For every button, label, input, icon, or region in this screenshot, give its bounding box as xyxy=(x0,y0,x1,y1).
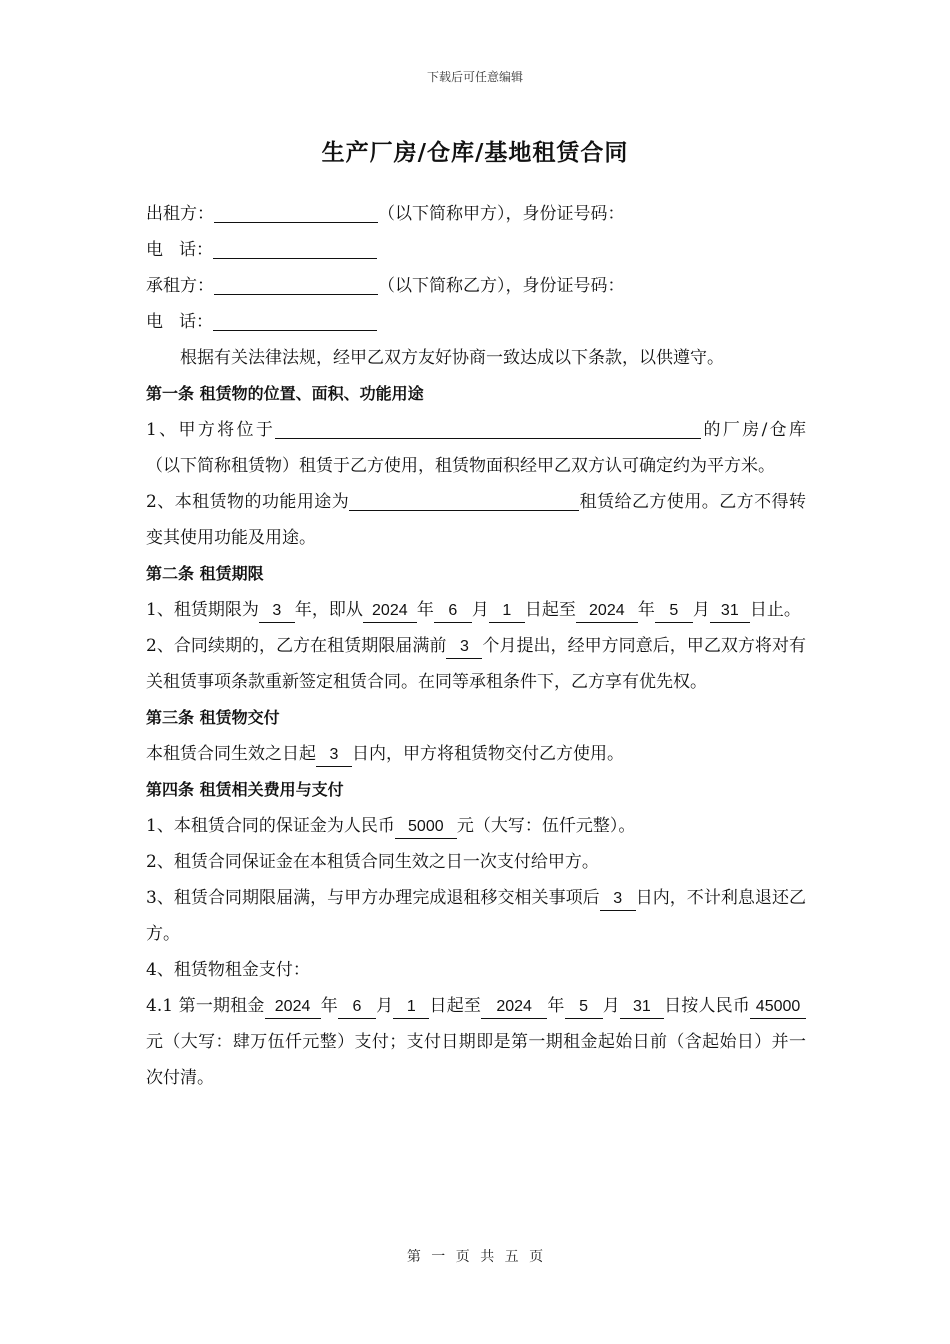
rent-start-year-field[interactable]: 2024 xyxy=(265,996,321,1019)
clause-text: 日内，甲方将租赁物交付乙方使用。 xyxy=(352,744,624,764)
lessee-phone-blank[interactable] xyxy=(213,308,377,331)
header-note: 下载后可任意编辑 xyxy=(426,70,523,84)
lessee-phone-line xyxy=(146,304,806,340)
clause-text: 1、本租赁合同的保证金为人民币 xyxy=(146,816,395,836)
usage-blank[interactable] xyxy=(349,488,579,511)
article-4-clause-4-1 xyxy=(146,988,806,1096)
clause-text: 3、租赁合同期限届满，与甲方办理完成退租移交相关事项后 xyxy=(146,888,600,908)
clause-text: 年 xyxy=(320,996,338,1016)
phone-label-char-2: 话： xyxy=(179,240,213,260)
clause-text: 月 xyxy=(602,996,620,1016)
rent-start-day-field[interactable]: 1 xyxy=(393,996,429,1019)
lessor-phone-blank[interactable] xyxy=(213,236,377,259)
rent-amount-field[interactable]: 45000 xyxy=(750,996,806,1019)
rent-end-month-field[interactable]: 5 xyxy=(565,996,603,1019)
rent-end-year-field[interactable]: 2024 xyxy=(481,996,547,1019)
article-3-clause xyxy=(146,736,806,772)
renewal-months-field[interactable]: 3 xyxy=(446,636,482,659)
document-title: 生产厂房/仓库/基地租赁合同 xyxy=(321,140,629,166)
clause-text: 年 xyxy=(637,600,655,620)
clause-text: 1、租赁期限为 xyxy=(146,600,259,620)
article-4-clause-3 xyxy=(146,880,806,952)
clause-text: 4.1 第一期租金 xyxy=(146,996,265,1016)
lessor-suffix: （以下简称甲方），身份证号码： xyxy=(378,204,625,224)
clause-text: 的厂房/仓库 xyxy=(701,420,806,440)
end-month-field[interactable]: 5 xyxy=(655,600,693,623)
lessee-label: 承租方： xyxy=(146,276,214,296)
article-4-clause-2: 2、租赁合同保证金在本租赁合同生效之日一次支付给甲方。 xyxy=(146,852,599,872)
clause-text: 日按人民币 xyxy=(663,996,751,1016)
start-day-field[interactable]: 1 xyxy=(489,600,525,623)
clause-text: 年 xyxy=(547,996,565,1016)
article-2-clause-1 xyxy=(146,592,806,628)
clause-text: 年 xyxy=(416,600,434,620)
article-1-clause-2 xyxy=(146,484,806,556)
clause-text: 年，即从 xyxy=(294,600,363,620)
clause-text: 租赁给乙方使用。乙方不得转变其使用功能及用途。 xyxy=(146,492,806,548)
clause-text: 2、合同续期的，乙方在租赁期限届满前 xyxy=(146,636,447,656)
refund-days-field[interactable]: 3 xyxy=(600,888,636,911)
lessee-suffix: （以下简称乙方），身份证号码： xyxy=(378,276,625,296)
clause-text: （以下简称租赁物）租赁于乙方使用，租赁物面积经甲乙双方认可确定约为平方米。 xyxy=(146,456,775,476)
start-year-field[interactable]: 2024 xyxy=(363,600,417,623)
lessor-line xyxy=(146,196,806,232)
rent-end-day-field[interactable]: 31 xyxy=(620,996,664,1019)
delivery-days-field[interactable]: 3 xyxy=(316,744,352,767)
lessor-label: 出租方： xyxy=(146,204,214,224)
article-2-heading: 第二条 租赁期限 xyxy=(146,564,264,583)
clause-text: 元（大写：伍仟元整）。 xyxy=(456,816,636,836)
page-footer: 第 一 页 共 五 页 xyxy=(406,1249,544,1265)
clause-text: 日内，不计利息退还乙方。 xyxy=(146,888,806,944)
clause-text: 日起至 xyxy=(524,600,576,620)
clause-text: 1、甲方将位于 xyxy=(146,420,276,440)
rent-start-month-field[interactable]: 6 xyxy=(338,996,376,1019)
clause-text: 月 xyxy=(471,600,489,620)
article-4-heading: 第四条 租赁相关费用与支付 xyxy=(146,780,344,799)
end-day-field[interactable]: 31 xyxy=(710,600,750,623)
clause-text: 日起至 xyxy=(429,996,482,1016)
clause-text: 本租赁合同生效之日起 xyxy=(146,744,316,764)
lessor-name-blank[interactable] xyxy=(214,200,378,223)
lease-years-field[interactable]: 3 xyxy=(259,600,295,623)
article-1-heading: 第一条 租赁物的位置、面积、功能用途 xyxy=(146,384,424,403)
article-4-clause-4: 4、租赁物租金支付： xyxy=(146,960,310,980)
phone-label-char-1: 电 xyxy=(146,240,163,260)
clause-text: 个月提出，经甲方同意后，甲乙双方将对有关租赁事项条款重新签定租赁合同。在同等承租条件下，乙方享有优先权。 xyxy=(146,636,806,692)
article-2-clause-2 xyxy=(146,628,806,700)
clause-text: 月 xyxy=(375,996,394,1016)
start-month-field[interactable]: 6 xyxy=(434,600,472,623)
lessee-name-blank[interactable] xyxy=(214,272,378,295)
article-4-clause-1 xyxy=(146,808,806,844)
clause-text: 2、本租赁物的功能用途为 xyxy=(146,492,350,512)
lessee-line xyxy=(146,268,806,304)
article-1-clause-1 xyxy=(146,412,806,484)
phone-label-char-1: 电 xyxy=(146,312,163,332)
article-3-heading: 第三条 租赁物交付 xyxy=(146,708,280,727)
phone-label-char-2: 话： xyxy=(179,312,213,332)
deposit-amount-field[interactable]: 5000 xyxy=(395,816,457,839)
clause-text: 日止。 xyxy=(749,600,801,620)
intro-paragraph: 根据有关法律法规，经甲乙双方友好协商一致达成以下条款，以供遵守。 xyxy=(180,348,724,368)
contract-body xyxy=(146,196,806,1096)
lessor-phone-line xyxy=(146,232,806,268)
end-year-field[interactable]: 2024 xyxy=(576,600,638,623)
clause-text: 元（大写：肆万伍仟元整）支付；支付日期即是第一期租金起始日前（含起始日）并一次付清。 xyxy=(146,1032,806,1088)
location-blank[interactable] xyxy=(275,416,701,439)
clause-text: 月 xyxy=(692,600,710,620)
